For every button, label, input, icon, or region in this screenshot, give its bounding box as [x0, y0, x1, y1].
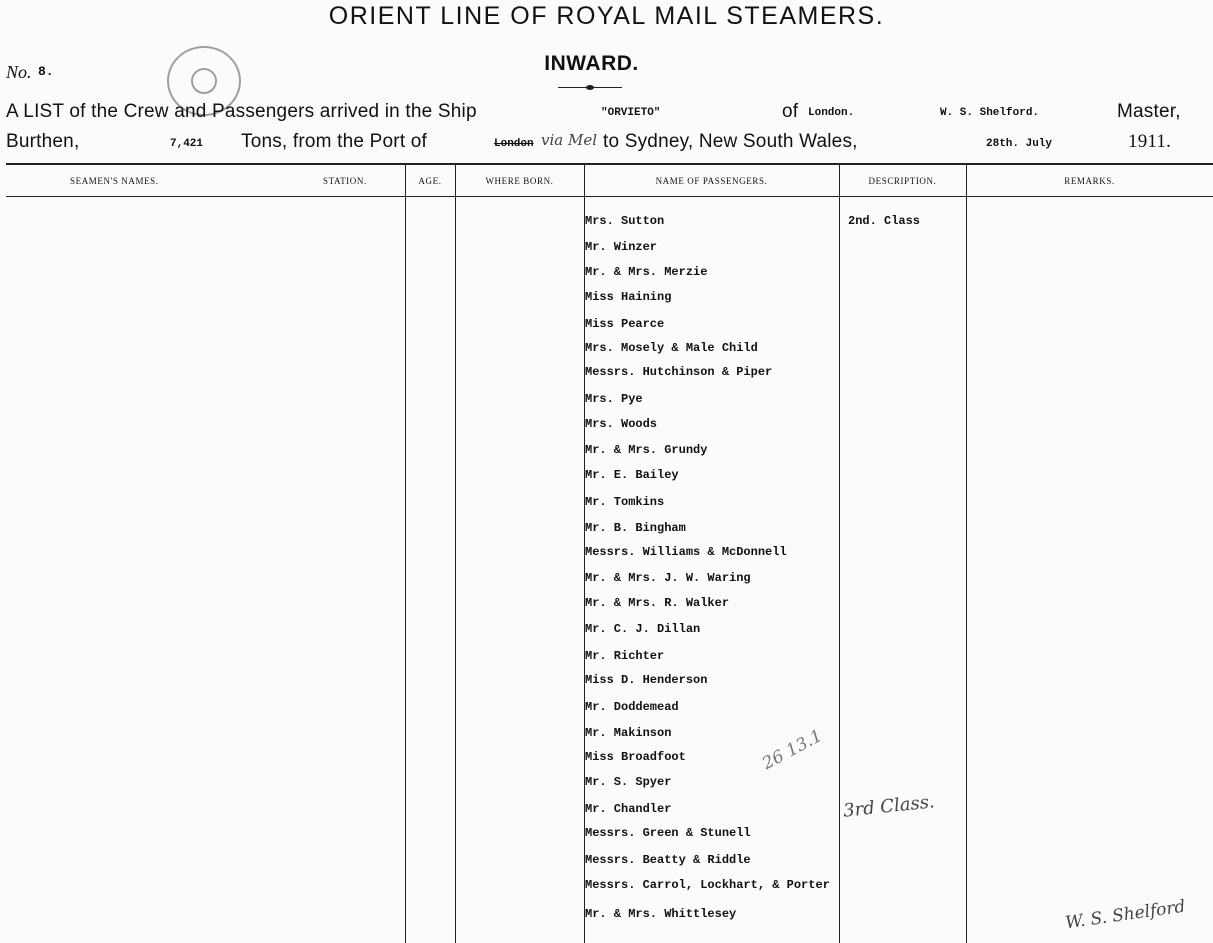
number-label: No.: [6, 62, 32, 82]
port-of-registry: London.: [808, 107, 855, 119]
burthen-value: 7,421: [170, 138, 204, 150]
passenger-name: Mr. S. Spyer: [585, 775, 672, 789]
passenger-name: Mrs. Sutton: [585, 214, 665, 228]
passenger-name: Mr. & Mrs. Merzie: [585, 265, 708, 279]
passenger-name: Mr. Doddemead: [585, 700, 679, 714]
burthen-label: Burthen,: [6, 131, 80, 152]
list-intro: A LIST of the Crew and Passengers arrived in the Ship: [6, 101, 477, 122]
heading-ornament: [586, 85, 594, 90]
of-label: of: [782, 101, 799, 122]
passenger-name: Mr. & Mrs. Whittlesey: [585, 907, 737, 921]
column-header-where-born: WHERE BORN.: [485, 176, 554, 186]
column-header-remarks: REMARKS.: [1064, 176, 1115, 186]
passenger-name: Mr. Richter: [585, 649, 665, 663]
passenger-name: Mr. C. J. Dillan: [585, 622, 701, 636]
passenger-name: Messrs. Carrol, Lockhart, & Porter: [585, 878, 830, 892]
passenger-name: Miss Pearce: [585, 317, 665, 331]
column-header-description: DESCRIPTION.: [868, 176, 937, 186]
tons-label: Tons, from the Port of: [241, 131, 428, 152]
passenger-name: Mrs. Pye: [585, 392, 643, 406]
handwritten-annotation: 26 13.1: [759, 725, 826, 775]
destination: to Sydney, New South Wales,: [603, 131, 858, 152]
passenger-name: Mrs. Mosely & Male Child: [585, 341, 758, 355]
description-third-class: 3rd Class.: [842, 791, 936, 822]
table-header-rule: [6, 196, 1213, 197]
arrival-date: 28th. July: [986, 138, 1053, 150]
description-second-class: 2nd. Class: [848, 214, 921, 228]
arrival-year: 1911.: [1128, 131, 1172, 152]
table-top-rule: [6, 163, 1213, 165]
passenger-name: Messrs. Hutchinson & Piper: [585, 365, 773, 379]
passenger-name: Mr. Winzer: [585, 240, 658, 254]
column-header-seamen: SEAMEN'S NAMES.: [70, 176, 159, 186]
column-divider: [966, 165, 967, 943]
passenger-name: Mr. Makinson: [585, 726, 672, 740]
passenger-name: Miss Haining: [585, 290, 672, 304]
passenger-name: Mrs. Woods: [585, 417, 658, 431]
passenger-name: Messrs. Green & Stunell: [585, 826, 751, 840]
column-divider: [839, 165, 840, 943]
passenger-name: Messrs. Beatty & Riddle: [585, 853, 751, 867]
page-title: ORIENT LINE OF ROYAL MAIL STEAMERS.: [328, 2, 885, 30]
passenger-name: Mr. Chandler: [585, 802, 672, 816]
from-port-handwritten: via Mel: [541, 131, 598, 149]
from-port: London: [494, 138, 534, 150]
passenger-name: Mr. E. Bailey: [585, 468, 679, 482]
number-value: 8.: [38, 64, 54, 79]
column-header-passengers: NAME OF PASSENGERS.: [655, 176, 768, 186]
passenger-name: Miss D. Henderson: [585, 673, 708, 687]
passenger-name: Messrs. Williams & McDonnell: [585, 545, 787, 559]
passenger-name: Mr. & Mrs. R. Walker: [585, 596, 730, 610]
column-header-age: AGE.: [418, 176, 442, 186]
passenger-name: Mr. & Mrs. J. W. Waring: [585, 571, 751, 585]
master-name: W. S. Shelford.: [940, 107, 1040, 119]
master-signature: W. S. Shelford: [1064, 896, 1187, 934]
passenger-name: Miss Broadfoot: [585, 750, 686, 764]
column-header-station: STATION.: [323, 176, 367, 186]
section-heading: INWARD.: [544, 52, 639, 75]
passenger-name: Mr. & Mrs. Grundy: [585, 443, 708, 457]
ship-name: "ORVIETO": [601, 107, 661, 119]
passenger-name: Mr. B. Bingham: [585, 521, 686, 535]
passenger-name: Mr. Tomkins: [585, 495, 665, 509]
column-divider: [405, 165, 406, 943]
column-divider: [455, 165, 456, 943]
master-label: Master,: [1117, 101, 1181, 122]
